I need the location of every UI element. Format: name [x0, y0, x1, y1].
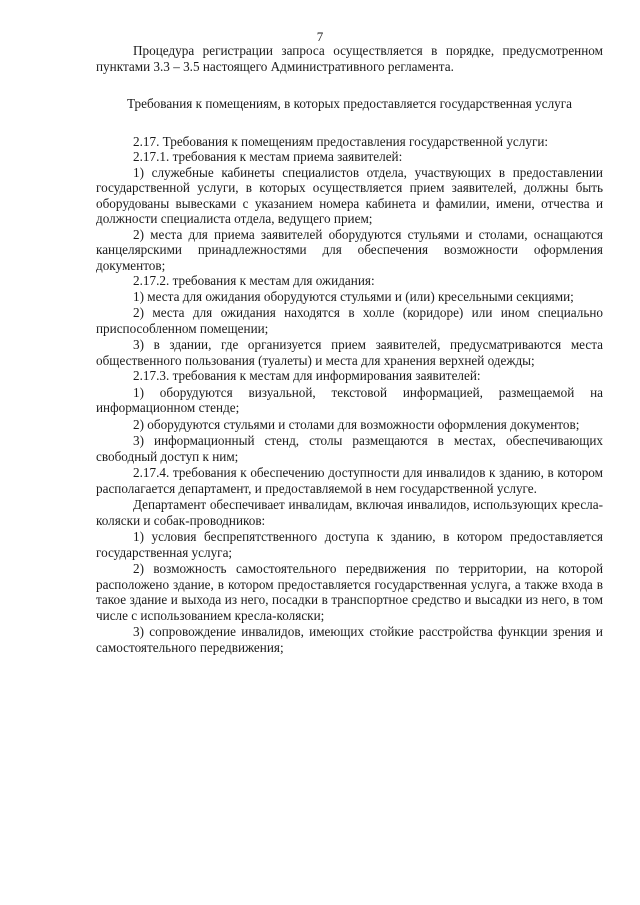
paragraph: 2.17.2. требования к местам для ожидания: [133, 273, 375, 288]
paragraph: 1) условия беспрепятственного доступа к зданию, в котором предоставляется государственная услуга; [96, 529, 603, 560]
page-number: 7 [316, 29, 324, 44]
paragraph: 2.17.4. требования к обеспечению доступности для инвалидов к зданию, в котором располагается департамент, и предоставляемой в нем государственной услуге. [96, 465, 603, 496]
document-body [96, 43, 603, 655]
paragraph: Департамент обеспечивает инвалидам, включая инвалидов, использующих кресла-коляски и собак-проводников: [96, 497, 603, 528]
paragraph: 2.17. Требования к помещениям предоставления государственной услуги: [133, 133, 549, 149]
intro-paragraph: Процедура регистрации запроса осуществляется в порядке, предусмотренном пунктами 3.3 – 3.5 настоящего Административного регламента. [96, 43, 603, 74]
paragraph: 1) служебные кабинеты специалистов отдела, участвующих в предоставлении государственной услуги, в которых осуществляется прием заявителей, должны быть оборудованы вывесками с указанием номера кабинета и фамилии, имени, отчества и должности специалиста отдела, ведущего прием; [96, 164, 603, 226]
paragraph: 1) оборудуются визуальной, текстовой информацией, размещаемой на информационном стенде; [96, 384, 603, 415]
paragraph: 2) места для ожидания находятся в холле (коридоре) или ином специально приспособленном помещении; [96, 305, 603, 336]
paragraph: 3) сопровождение инвалидов, имеющих стойкие расстройства функции зрения и самостоятельного передвижения; [96, 624, 603, 655]
paragraph: 2) места для приема заявителей оборудуются стульями и столами, оснащаются канцелярскими принадлежностями для обеспечения возможности оформления документов; [96, 226, 603, 273]
section-heading: Требования к помещениям, в которых предоставляется государственная услуга [126, 96, 573, 111]
paragraph: 2) оборудуются стульями и столами для возможности оформления документов; [133, 416, 580, 432]
paragraph: 2.17.1. требования к местам приема заявителей: [133, 149, 403, 164]
paragraph: 3) в здании, где организуется прием заявителей, предусматриваются места общественного пользования (туалеты) и места для хранения верхней одежды; [96, 337, 603, 368]
paragraph: 2.17.3. требования к местам для информирования заявителей: [133, 368, 481, 383]
paragraph: 1) места для ожидания оборудуются стульями и (или) кресельными секциями; [133, 288, 574, 304]
paragraph: 2) возможность самостоятельного передвижения по территории, на которой расположено здание, в котором предоставляется государственная услуга, а также входа в такое здание и выхода из него, посадки в транспортное средство и высадки из него, в том числе с использованием кресла-коляски; [96, 561, 603, 623]
paragraph: 3) информационный стенд, столы размещаются в местах, обеспечивающих свободный доступ к ним; [96, 433, 603, 464]
